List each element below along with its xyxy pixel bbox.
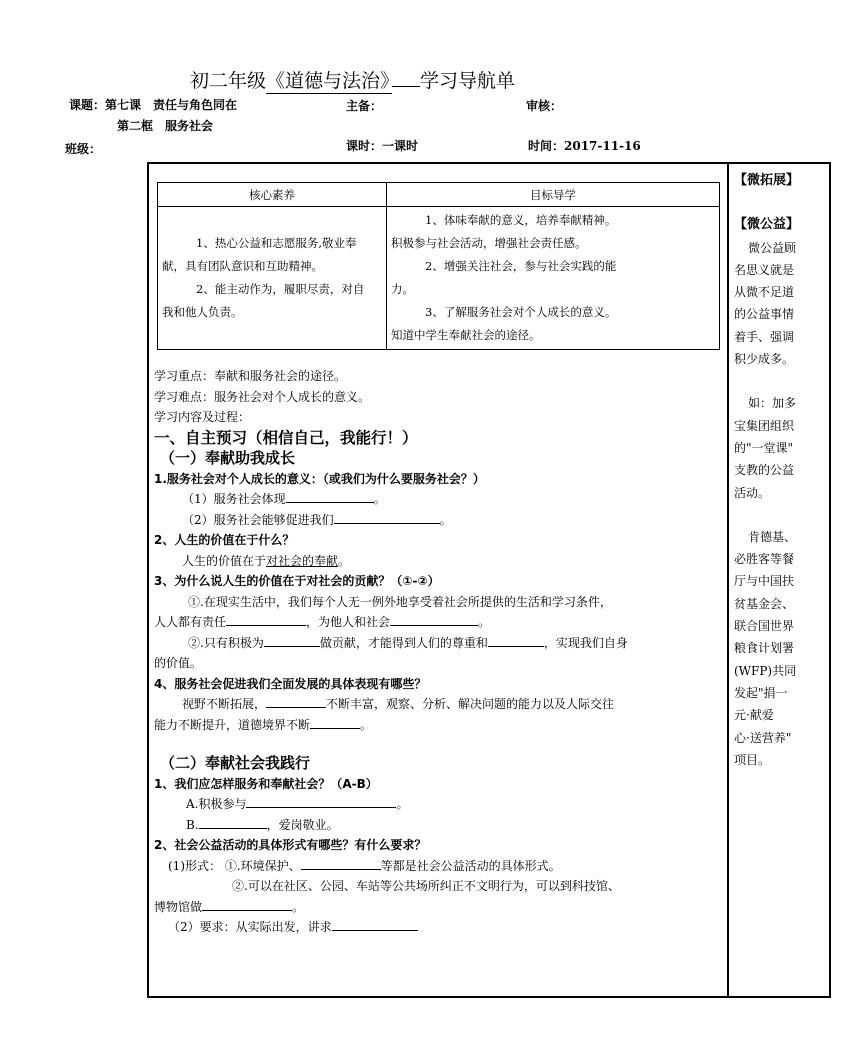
period-label: 课时：一课时 <box>346 139 419 153</box>
core-cell <box>158 207 387 350</box>
question: 3、为什么说人生的价值在于对社会的贡献？（①-②） <box>154 574 440 588</box>
fill-blank[interactable] <box>286 490 374 503</box>
sidebar-line: 粮食计划署 <box>734 641 795 656</box>
answer-text: A.积极参与 <box>186 797 247 811</box>
sidebar-line: 联合国世界 <box>734 619 795 634</box>
answer-text: ②.只有积极为 <box>188 635 264 650</box>
title-grade: 初二年级 <box>190 70 267 92</box>
period: 。 <box>439 512 452 527</box>
sidebar-line: 名思义就是 <box>734 262 795 277</box>
answer-text: 等都是社会公益活动的具体形式。 <box>380 858 561 873</box>
sidebar-title: 【微拓展】 <box>734 173 800 188</box>
goal-line: 2、增强关注社会，参与社会实践的能 <box>425 259 617 273</box>
sidebar-line: 着手、强调 <box>734 329 795 344</box>
answer-underlined: 对社会的奉献 <box>266 553 339 568</box>
lesson-sub: 第二框 服务社会 <box>117 119 214 133</box>
goal-line: 3、了解服务社会对个人成长的意义。 <box>425 305 617 319</box>
goal-line: 1、体味奉献的意义，培养奉献精神。 <box>425 213 617 227</box>
sidebar-line: 发起"捐一 <box>734 685 788 700</box>
section-heading: 一、自主预习（相信自己，我能行！） <box>154 428 418 447</box>
core-line: 1、热心公益和志愿服务,敬业奉 <box>196 236 357 250</box>
fill-blank[interactable] <box>199 816 267 829</box>
fill-blank[interactable] <box>266 695 326 708</box>
goal-line: 知道中学生奉献社会的途径。 <box>391 328 541 342</box>
period: 。 <box>396 797 409 811</box>
answer-text: （2）服务社会能够促进我们 <box>182 512 334 527</box>
fill-blank[interactable] <box>310 716 360 729</box>
period: 。 <box>373 492 386 506</box>
question: 4、服务社会促进我们全面发展的具体表现有哪些？ <box>154 676 427 691</box>
answer-text: 人生的价值在于 <box>182 553 267 568</box>
sidebar-line: 项目。 <box>734 752 771 767</box>
core-header: 核心素养 <box>158 183 387 207</box>
lead-label: 主备： <box>346 99 383 113</box>
goal-cell <box>387 207 720 350</box>
sidebar-subtitle: 【微公益】 <box>734 217 800 233</box>
answer-text: 的价值。 <box>154 656 203 670</box>
sidebar-line: 支教的公益 <box>734 463 795 478</box>
fill-blank[interactable] <box>301 857 381 870</box>
answer-text: 视野不断拓展， <box>182 697 267 711</box>
answer-text: B. <box>186 817 199 832</box>
sidebar-line: 从微不足道 <box>734 285 795 300</box>
period: 。 <box>360 717 373 732</box>
study-process: 学习内容及过程： <box>154 410 251 424</box>
period: 。 <box>292 899 305 914</box>
answer-text: 博物馆做 <box>154 899 203 914</box>
sidebar-line: 厅与中国扶 <box>734 574 795 589</box>
subsection-heading: （二）奉献社会我践行 <box>160 754 311 772</box>
question: 2、社会公益活动的具体形式有哪些？有什么要求？ <box>154 838 427 852</box>
fill-blank[interactable] <box>390 613 478 626</box>
sidebar-line: (WFP)共同 <box>734 663 797 678</box>
fill-blank[interactable] <box>202 898 292 911</box>
core-line: 献，具有团队意识和互助精神。 <box>162 259 323 273</box>
lesson-label: 课题：第七课 责任与角色同在 <box>69 98 238 112</box>
answer-text: （1）服务社会体现 <box>182 492 286 506</box>
sidebar-line: 肯德基、 <box>748 529 797 544</box>
goal-header: 目标导学 <box>387 183 720 207</box>
study-content <box>154 366 726 938</box>
sidebar-line: 积少成多。 <box>734 352 795 367</box>
period: 。 <box>478 615 491 629</box>
question: 1.服务社会对个人成长的意义：（或我们为什么要服务社会？） <box>154 471 485 486</box>
answer-text: 不断丰富，观察、分析、解决问题的能力以及人际交往 <box>326 697 615 711</box>
answer-text: 能力不断提升，道德境界不断 <box>154 717 311 732</box>
answer-text: ①.在现实生活中，我们每个人无一例外地享受着社会所提供的生活和学习条件， <box>188 594 612 609</box>
sidebar-line: 贫基金会、 <box>734 596 795 611</box>
sidebar-line: 宝集团组织 <box>734 418 795 433</box>
sidebar-line: 心·送营养" <box>734 730 792 745</box>
fill-blank[interactable] <box>488 634 544 647</box>
core-line: 2、能主动作为，履职尽责，对自 <box>196 282 365 296</box>
sidebar-divider <box>727 162 729 998</box>
sidebar-line: 的"一堂课" <box>734 440 794 455</box>
review-label: 审核： <box>526 99 563 113</box>
goal-line: 积极参与社会活动，增强社会责任感。 <box>391 236 587 250</box>
question: 2、人生的价值在于什么？ <box>154 533 295 547</box>
title-suffix: 学习导航单 <box>420 70 516 92</box>
answer-text: 做贡献，才能得到人们的尊重和 <box>319 635 488 650</box>
fill-blank[interactable] <box>334 511 440 524</box>
question: 1、我们应怎样服务和奉献社会？（A-B） <box>154 776 378 791</box>
fill-blank[interactable] <box>246 795 396 808</box>
sidebar-line: 微公益顾 <box>748 240 797 255</box>
study-difficulty: 学习难点：服务社会对个人成长的意义。 <box>154 389 371 404</box>
class-label: 班级： <box>65 142 102 156</box>
answer-text: ，为他人和社会 <box>306 615 391 629</box>
title-subject: 《道德与法治》 <box>266 66 392 94</box>
fill-blank[interactable] <box>226 613 306 626</box>
period: 。 <box>338 553 351 568</box>
goal-line: 力。 <box>391 282 414 296</box>
date-label: 时间：2017-11-16 <box>528 139 641 153</box>
fill-blank[interactable] <box>264 634 320 647</box>
subsection-heading: （一）奉献助我成长 <box>160 449 296 467</box>
core-table <box>157 182 720 350</box>
answer-text: ②.可以在社区、公园、车站等公共场所纠正不文明行为，可以到科技馆、 <box>232 879 620 893</box>
sidebar-line: 活动。 <box>734 485 771 500</box>
study-focus: 学习重点：奉献和服务社会的途径。 <box>154 369 347 383</box>
sidebar-line: 必胜客等餐 <box>734 552 795 567</box>
answer-text: ，爱岗敬业。 <box>266 817 339 832</box>
fill-blank[interactable] <box>332 918 418 931</box>
answer-text: （2）要求：从实际出发，讲求 <box>168 920 332 934</box>
sidebar-line: 的公益事情 <box>734 307 795 322</box>
sidebar-line: 元·献爱 <box>734 708 774 723</box>
answer-text: 人人都有责任 <box>154 615 227 629</box>
page-title <box>190 66 515 94</box>
core-line: 我和他人负责。 <box>162 305 243 319</box>
sidebar-extension <box>734 170 826 771</box>
answer-text: (1)形式： ①.环境保护、 <box>168 858 301 873</box>
answer-text: ，实现我们自身 <box>543 635 628 650</box>
sidebar-line: 如：加多 <box>748 396 797 411</box>
